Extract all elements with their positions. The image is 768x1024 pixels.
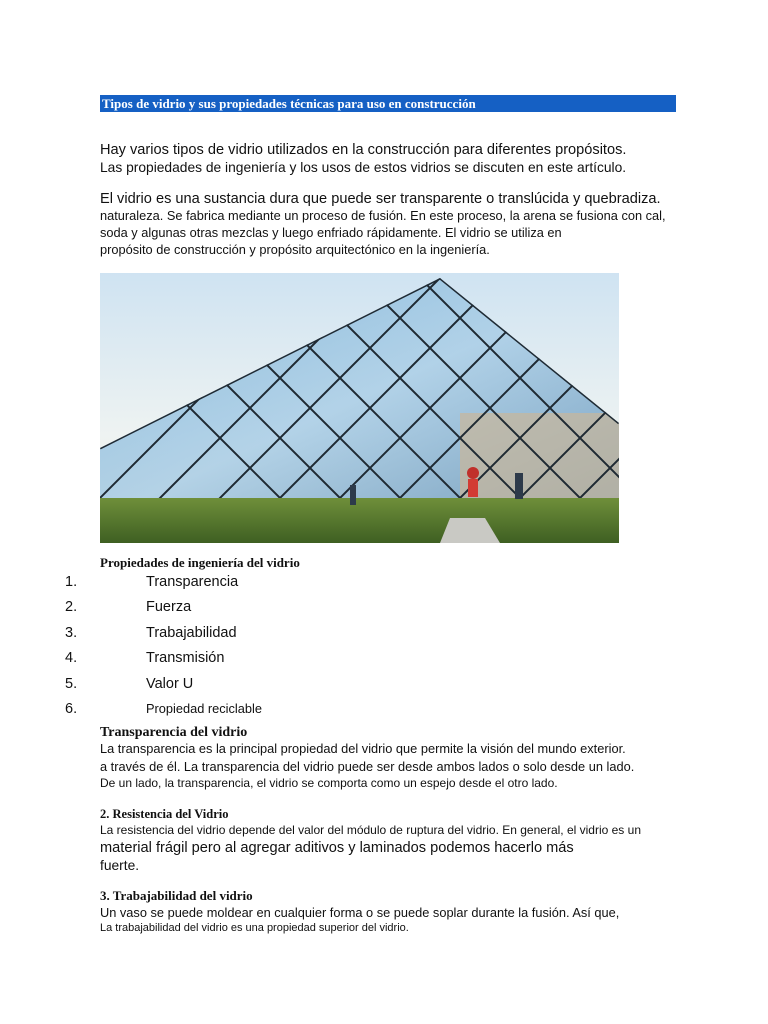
transparency-line-3: De un lado, la transparencia, el vidrio se comporta como un espejo desde el otro lado. — [100, 776, 558, 790]
intro-line-1: Hay varios tipos de vidrio utilizados en la construcción para diferentes propósitos. — [100, 142, 627, 158]
strength-line-2: material frágil pero al agregar aditivos y laminados podemos hacerlo más — [100, 840, 574, 856]
list-item-valor-u: Valor U — [146, 676, 194, 692]
properties-heading: Propiedades de ingeniería del vidrio — [100, 555, 300, 570]
description-line-1: El vidrio es una sustancia dura que puede ser transparente o translúcida y quebradiza. — [100, 191, 661, 207]
list-number: 1. — [65, 574, 78, 590]
workability-line-1: Un vaso se puede moldear en cualquier forma o se puede soplar durante la fusión. Así que, — [100, 905, 620, 920]
workability-heading: 3. Trabajabilidad del vidrio — [100, 888, 253, 903]
strength-heading: 2. Resistencia del Vidrio — [100, 807, 229, 821]
list-item-fuerza: Fuerza — [146, 599, 192, 615]
intro-line-2: Las propiedades de ingeniería y los usos de estos vidrios se discuten en este artículo. — [100, 160, 627, 175]
glass-building-photo — [100, 273, 619, 543]
description-line-4: propósito de construcción y propósito arquitectónico en la ingeniería. — [100, 242, 490, 257]
list-number: 4. — [65, 650, 78, 666]
list-item-transmision: Transmisión — [146, 650, 225, 666]
strength-line-3: fuerte. — [100, 858, 140, 873]
list-number: 2. — [65, 599, 78, 615]
transparency-line-2: a través de él. La transparencia del vidrio puede ser desde ambos lados o solo desde un lado. — [100, 759, 635, 774]
list-number: 6. — [65, 701, 78, 717]
transparency-line-1: La transparencia es la principal propiedad del vidrio que permite la visión del mundo exterior. — [100, 741, 626, 756]
list-item-trabajabilidad: Trabajabilidad — [146, 625, 237, 641]
list-item-reciclable: Propiedad reciclable — [146, 701, 262, 716]
strength-line-1: La resistencia del vidrio depende del valor del módulo de ruptura del vidrio. En general, el vidrio es un — [100, 823, 641, 837]
list-item-transparencia: Transparencia — [146, 574, 239, 590]
list-number: 5. — [65, 676, 78, 692]
list-number: 3. — [65, 625, 78, 641]
description-line-2: naturaleza. Se fabrica mediante un proceso de fusión. En este proceso, la arena se fusiona con cal, — [100, 208, 666, 223]
transparency-heading: Transparencia del vidrio — [100, 725, 248, 740]
document-title: Tipos de vidrio y sus propiedades técnicas para uso en construcción — [100, 95, 676, 112]
description-line-3: soda y algunas otras mezclas y luego enfriado rápidamente. El vidrio se utiliza en — [100, 225, 562, 240]
workability-line-2: La trabajabilidad del vidrio es una propiedad superior del vidrio. — [100, 922, 409, 934]
